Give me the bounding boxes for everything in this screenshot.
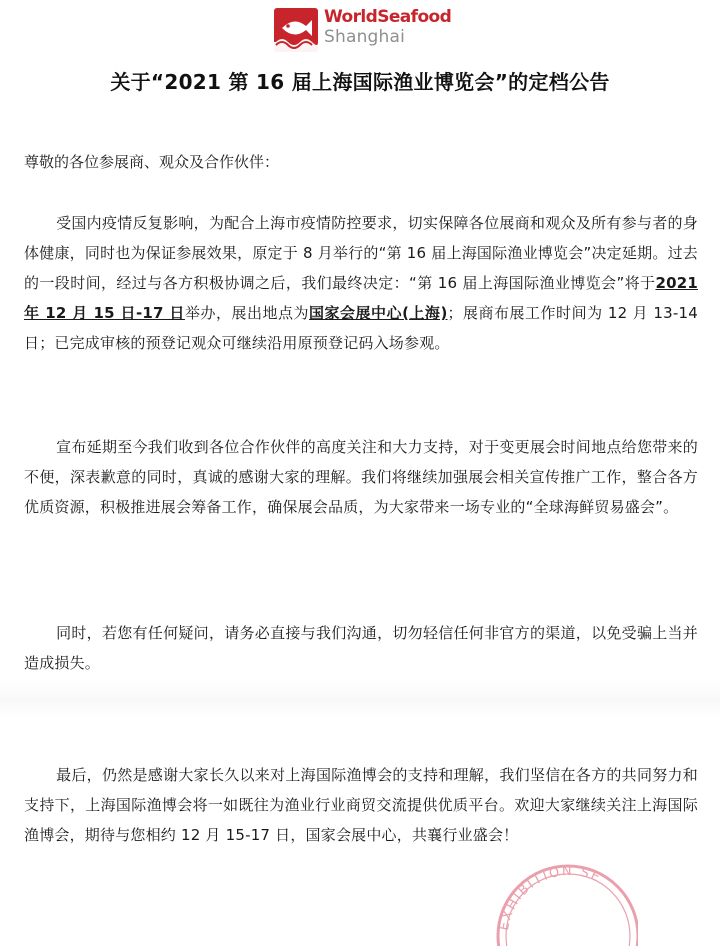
event-date: 2021 年 12 月 15 日-17 日 xyxy=(24,274,698,322)
logo-wordmark xyxy=(324,9,451,46)
paragraph-1-text-c: ；展商布展工作时间为 12 月 13-14 日；已完成审核的预登记观众可继续沿用原预登记码入场参观。 xyxy=(24,304,698,352)
event-venue: 国家会展中心(上海) xyxy=(309,304,448,322)
paragraph-thanks xyxy=(24,432,698,522)
paragraph-caution xyxy=(24,618,698,678)
paragraph-2-text: 宣布延期至今我们收到各位合作伙伴的高度关注和大力支持，对于变更展会时间地点给您带来的不便，深表歉意的同时，真诚的感谢大家的理解。我们将继续加强展会相关宣传推广工作，整合各方优质资源，积极推进展会筹备工作，确保展会品质，为大家带来一场专业的“全球海鲜贸易盛会”。 xyxy=(24,438,698,516)
svg-text:EXHIBITION SE xyxy=(497,864,604,932)
page-title: 关于“2021 第 16 届上海国际渔业博览会”的定档公告 xyxy=(110,70,610,94)
logo-line-1 xyxy=(324,9,451,26)
paragraph-4-text: 最后，仍然是感谢大家长久以来对上海国际渔博会的支持和理解，我们坚信在各方的共同努力和支持下，上海国际渔博会将一如既往为渔业行业商贸交流提供优质平台。欢迎大家继续关注上海国际渔博会，期待与您相约 12 月 15-17 日，国家会展中心，共襄行业盛会！ xyxy=(24,766,698,844)
paragraph-3-text: 同时，若您有任何疑问，请务必直接与我们沟通，切勿轻信任何非官方的渠道，以免受骗上当并造成损失。 xyxy=(24,624,698,672)
logo-shanghai: Shanghai xyxy=(324,27,406,47)
paragraph-1-text-a: 受国内疫情反复影响，为配合上海市疫情防控要求，切实保障各位展商和观众及所有参与者的身体健康，同时也为保证参展效果，原定于 8 月举行的“第 16 届上海国际渔业博览会”决定延期。过去的一段时间，经过与各方积极协调之后，我们最终决定：“第 16 届上海国际渔业博览会”将于 xyxy=(24,214,698,292)
fish-logo-icon xyxy=(274,8,318,52)
official-seal-stamp xyxy=(488,836,638,946)
world-seafood-logo xyxy=(274,8,454,52)
greeting-line: 尊敬的各位参展商、观众及合作伙伴： xyxy=(24,153,280,171)
scan-smudge xyxy=(0,680,720,720)
logo-seafood: Seafood xyxy=(377,7,452,27)
stamp-text: EXHIBITION SE xyxy=(496,863,604,932)
paragraph-postponement xyxy=(24,208,698,358)
paragraph-1-text-b: 举办，展出地点为 xyxy=(184,304,310,322)
logo-world: World xyxy=(324,7,378,27)
